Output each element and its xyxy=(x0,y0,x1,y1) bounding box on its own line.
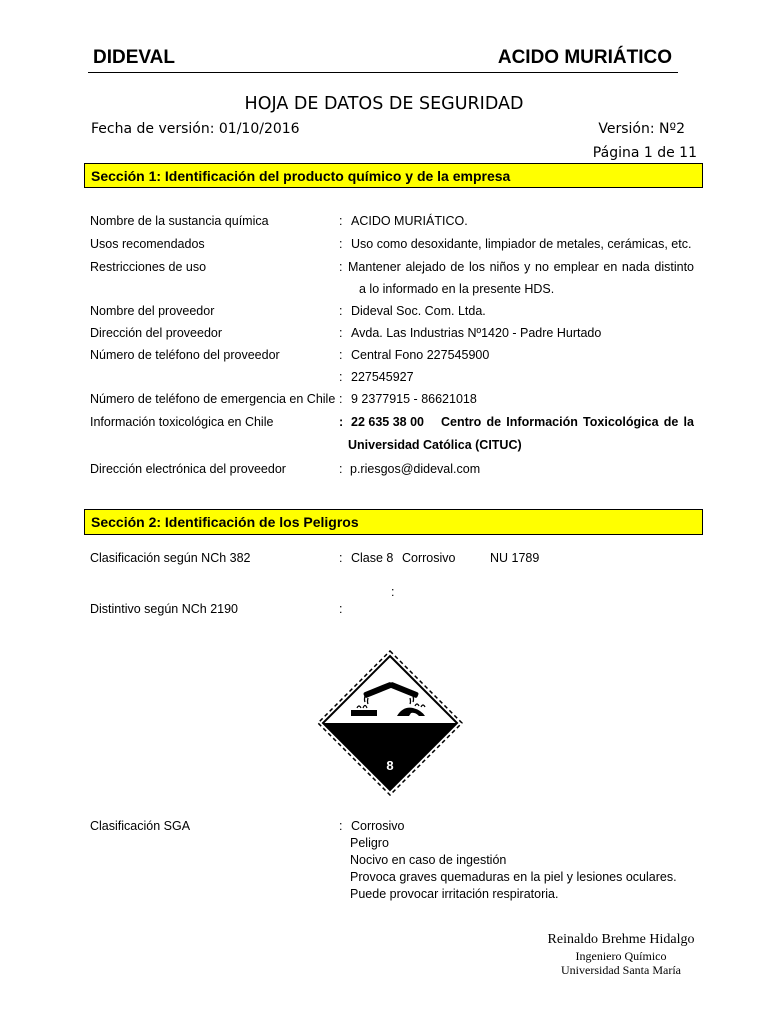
row-colon: : xyxy=(339,551,343,565)
row-value: Avda. Las Industrias Nº1420 - Padre Hurtado xyxy=(351,326,602,340)
toxicology-center: Centro de Información Toxicológica de la xyxy=(441,415,694,429)
row-colon: : xyxy=(339,819,343,833)
row-value: Dideval Soc. Com. Ltda. xyxy=(351,304,486,318)
row-label: Información toxicológica en Chile xyxy=(90,415,274,429)
row-colon: : xyxy=(339,348,343,362)
row-value-cont: 227545927 xyxy=(351,370,414,384)
sga-item: Corrosivo xyxy=(351,819,405,833)
pictogram-class-number: 8 xyxy=(386,758,394,773)
row-label: Dirección electrónica del proveedor xyxy=(90,462,286,476)
company-name: DIDEVAL xyxy=(93,47,175,68)
toxicology-phone: 22 635 38 00 xyxy=(351,415,424,429)
version-date: Fecha de versión: 01/10/2016 xyxy=(91,121,300,137)
distintivo-label: Distintivo según NCh 2190 xyxy=(90,602,238,616)
sga-item: Provoca graves quemaduras en la piel y lesiones oculares. xyxy=(350,870,677,884)
row-colon: : xyxy=(339,370,343,384)
stray-colon: : xyxy=(391,585,395,599)
sga-label: Clasificación SGA xyxy=(90,819,191,833)
signature-name: Reinaldo Brehme Hidalgo xyxy=(547,932,695,947)
classification-un: NU 1789 xyxy=(490,551,540,565)
supplier-email: p.riesgos@dideval.com xyxy=(350,462,481,476)
header-rule xyxy=(88,72,678,73)
row-label: Número de teléfono del proveedor xyxy=(90,348,280,362)
row-label: Usos recomendados xyxy=(90,237,205,251)
classification-label: Clasificación según NCh 382 xyxy=(90,551,251,565)
classification-type: Corrosivo xyxy=(402,551,456,565)
row-colon: : xyxy=(339,260,343,274)
version-number: Versión: Nº2 xyxy=(598,121,685,137)
row-value-cont: Universidad Católica (CITUC) xyxy=(348,438,522,452)
sga-item: Peligro xyxy=(350,836,389,850)
row-label: Número de teléfono de emergencia en Chile xyxy=(90,392,336,406)
row-colon: : xyxy=(339,415,344,429)
signature-university: Universidad Santa María xyxy=(561,963,681,977)
row-label: Nombre del proveedor xyxy=(90,304,215,318)
row-value: 9 2377915 - 86621018 xyxy=(351,392,477,406)
row-value: Uso como desoxidante, limpiador de metales, cerámicas, etc. xyxy=(351,237,692,251)
product-name: ACIDO MURIÁTICO xyxy=(497,47,672,68)
row-value: Central Fono 227545900 xyxy=(351,348,490,362)
document-title: HOJA DE DATOS DE SEGURIDAD xyxy=(244,94,524,114)
signature-title: Ingeniero Químico xyxy=(575,949,667,963)
row-label: Nombre de la sustancia química xyxy=(90,214,269,228)
row-colon: : xyxy=(339,602,343,616)
row-colon: : xyxy=(339,392,343,406)
sga-item: Puede provocar irritación respiratoria. xyxy=(350,887,559,901)
row-label: Restricciones de uso xyxy=(90,260,207,274)
section-2-heading: Sección 2: Identificación de los Peligros xyxy=(84,509,703,535)
corrosive-pictogram xyxy=(317,650,463,796)
row-colon: : xyxy=(339,462,343,476)
row-colon: : xyxy=(339,326,343,340)
row-label: Dirección del proveedor xyxy=(90,326,223,340)
section-1-heading: Sección 1: Identificación del producto químico y de la empresa xyxy=(84,163,703,188)
page-number: Página 1 de 11 xyxy=(592,145,697,161)
row-colon: : xyxy=(339,237,343,251)
row-value-cont: a lo informado en la presente HDS. xyxy=(359,282,555,296)
row-value: Mantener alejado de los niños y no emplear en nada distinto xyxy=(348,260,694,274)
row-colon: : xyxy=(339,304,343,318)
row-colon: : xyxy=(339,214,343,228)
classification-class: Clase 8 xyxy=(351,551,394,565)
row-value: ACIDO MURIÁTICO. xyxy=(351,214,468,228)
sga-item: Nocivo en caso de ingestión xyxy=(350,853,507,867)
